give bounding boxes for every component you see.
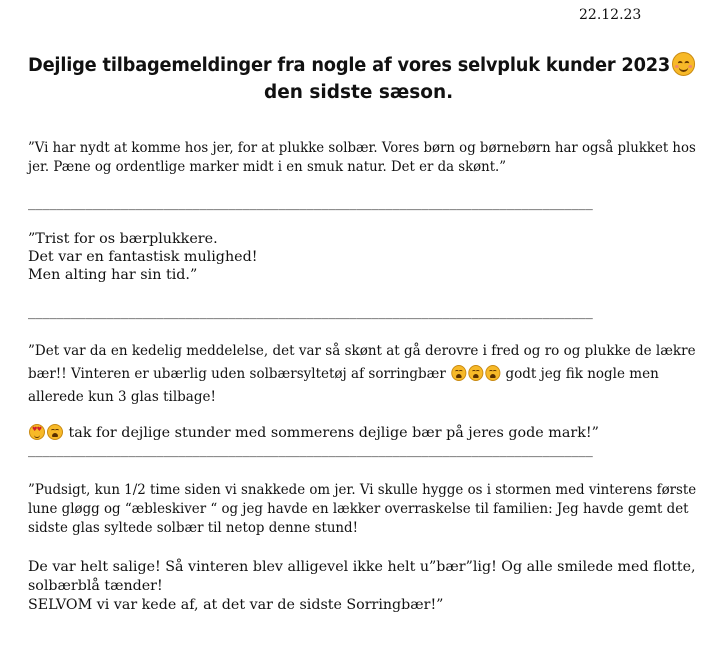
feedback-4-continued [28,558,696,615]
smiling-face-icon [672,52,695,76]
feedback-2-line-1: ”Trist for os bærplukkere. [28,231,218,247]
divider-2: _______________________________________________________________________________ [28,304,593,320]
feedback-4 [28,481,696,538]
date: 22.12.23 [579,7,642,23]
divider-1: _______________________________________________________________________________ [28,195,593,211]
feedback-4-line-4: De var helt salige! Så vinteren blev alligevel ikke helt u”bær”lig! Og alle smilede med flotte, [28,559,696,575]
tired-face-icon [451,365,466,381]
feedback-4-line-6: SELVOM vi var kede af, at det var de sidste Sorringbær!” [28,597,444,613]
feedback-1-line-1: ”Vi har nydt at komme hos jer, for at plukke solbær. Vores børn og børnebørn har også plukket hos [28,140,696,156]
title-line-1: Dejlige tilbagemeldinger fra nogle af vores selvpluk kunder 2023 [28,55,671,76]
tired-face-icon [485,365,500,381]
feedback-3 [28,340,696,409]
tired-face-icon [468,365,483,381]
feedback-4-line-3: sidste glas syltede solbær til netop denne stund! [28,520,358,536]
page-subtitle: den sidste sæson. [264,82,454,103]
feedback-3-closing: ♥ ♥ tak for dejlige stunder med sommerens dejlige bær på jeres gode mark!” [28,424,599,443]
feedback-3-line-1: ”Det var da en kedelig meddelelse, det var så skønt at gå derovre i fred og ro og plukke de lækre [28,343,696,359]
divider-3: _______________________________________________________________________________ [28,442,593,458]
page-title [28,52,696,76]
feedback-1-line-2: jer. Pæne og ordentlige marker midt i en smuk natur. Det er da skønt.” [28,159,507,175]
feedback-4-line-2: lune gløgg og “æbleskiver “ og jeg havde en lækker overraskelse til familien: Jeg havde gemt det [28,501,689,517]
feedback-3-line-3: allerede kun 3 glas tilbage! [28,389,216,405]
feedback-3-line-2: bær!! Vinteren er ubærlig uden solbærsyltetøj af sorringbær godt jeg fik nogle men [28,366,659,382]
feedback-4-line-5: solbærblå tænder! [28,578,163,594]
feedback-1 [28,139,696,177]
feedback-2-line-3: Men alting har sin tid.” [28,267,198,283]
feedback-2-line-2: Det var en fantastisk mulighed! [28,249,258,265]
tired-face-icon [47,424,63,440]
smiling-face-with-hearts-icon [29,424,45,440]
feedback-4-line-1: ”Pudsigt, kun 1/2 time siden vi snakkede om jer. Vi skulle hygge os i stormen med vinterens første [28,482,697,498]
feedback-2 [28,230,258,284]
